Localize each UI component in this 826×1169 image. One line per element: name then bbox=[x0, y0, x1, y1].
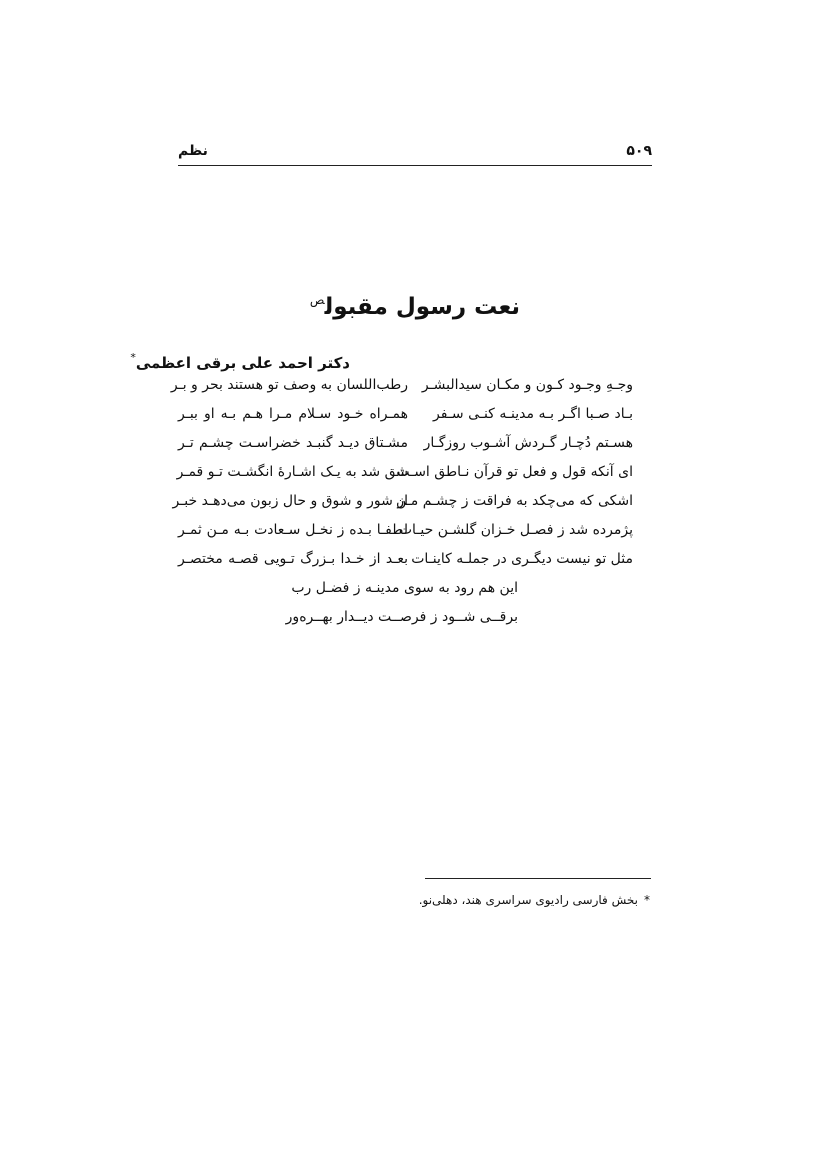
verse-5 bbox=[0, 487, 826, 516]
title-honorific: ص bbox=[309, 293, 325, 307]
footnote-divider bbox=[425, 878, 651, 879]
poem-body bbox=[0, 371, 826, 632]
verse-6 bbox=[0, 516, 826, 545]
verse-second-hemistich: از شور و شوق و حال زبون می‌دهـد خبـر bbox=[172, 493, 408, 509]
closing-couplet-line-1 bbox=[0, 574, 826, 603]
running-header bbox=[178, 143, 652, 166]
verse-first-hemistich: وجـهِ وجـود کـون و مکـان سیدالبشـر bbox=[421, 377, 633, 393]
verse-3 bbox=[0, 429, 826, 458]
verse-second-hemistich: لطفـا بـده ز نخـل سـعادت بـه مـن ثمـر bbox=[178, 522, 408, 538]
poem-title bbox=[178, 293, 652, 320]
verse-second-hemistich: همـراه خـود سـلام مـرا هـم بـه او ببـر bbox=[178, 406, 408, 422]
verse-first-hemistich: هسـتم دُچـار گـردش آشـوب روزگـار bbox=[423, 435, 633, 451]
closing-couplet-text: برقــی شــود ز فرصــت دیــدار بهــره‌ور bbox=[285, 609, 518, 625]
page-number: ۵۰۹ bbox=[626, 143, 652, 159]
verse-4 bbox=[0, 458, 826, 487]
author-name: دکتر احمد علی برقی اعظمی bbox=[135, 354, 350, 372]
poem-title-text: نعت رسول مقبول bbox=[324, 294, 521, 320]
author-footnote-marker: * bbox=[130, 351, 136, 364]
verse-second-hemistich: رطب‌اللسان به وصف تو هستند بحر و بـر bbox=[170, 377, 408, 393]
closing-couplet-line-2 bbox=[0, 603, 826, 632]
verse-first-hemistich: مثل تو نیست دیگـری در جملـه کاینـات bbox=[411, 551, 633, 567]
verse-second-hemistich: شق شد به یـک اشـارهٔ انگشـت تـو قمـر bbox=[176, 464, 408, 480]
author-line bbox=[130, 351, 350, 372]
footnote-text: بخش فارسی رادیوی سراسری هند، دهلی‌نو. bbox=[418, 893, 638, 907]
verse-first-hemistich: ای آنکه قول و فعل تو قرآن نـاطق اسـت bbox=[396, 464, 633, 480]
verse-first-hemistich: پژمرده شد ز فصـل خـزان گلشـن حیـات bbox=[398, 522, 633, 538]
verse-2 bbox=[0, 400, 826, 429]
closing-couplet-text: این هم رود به سوی مدینـه ز فضـل رب bbox=[291, 580, 518, 596]
verse-1 bbox=[0, 371, 826, 400]
verse-7 bbox=[0, 545, 826, 574]
verse-second-hemistich: بعـد از خـدا بـزرگ تـویی قصـه مختصـر bbox=[178, 551, 408, 567]
footnote-marker: * bbox=[644, 893, 650, 907]
section-title: نظم bbox=[178, 143, 208, 159]
footnote bbox=[419, 893, 650, 907]
verse-first-hemistich: بـاد صـبا اگـر بـه مدینـه کنـی سـفر bbox=[433, 406, 633, 422]
verse-second-hemistich: مشـتاق دیـد گنبـد خضراسـت چشـم تـر bbox=[178, 435, 408, 451]
verse-first-hemistich: اشکی که می‌چکد به فراقت ز چشـم مـن bbox=[396, 493, 633, 509]
